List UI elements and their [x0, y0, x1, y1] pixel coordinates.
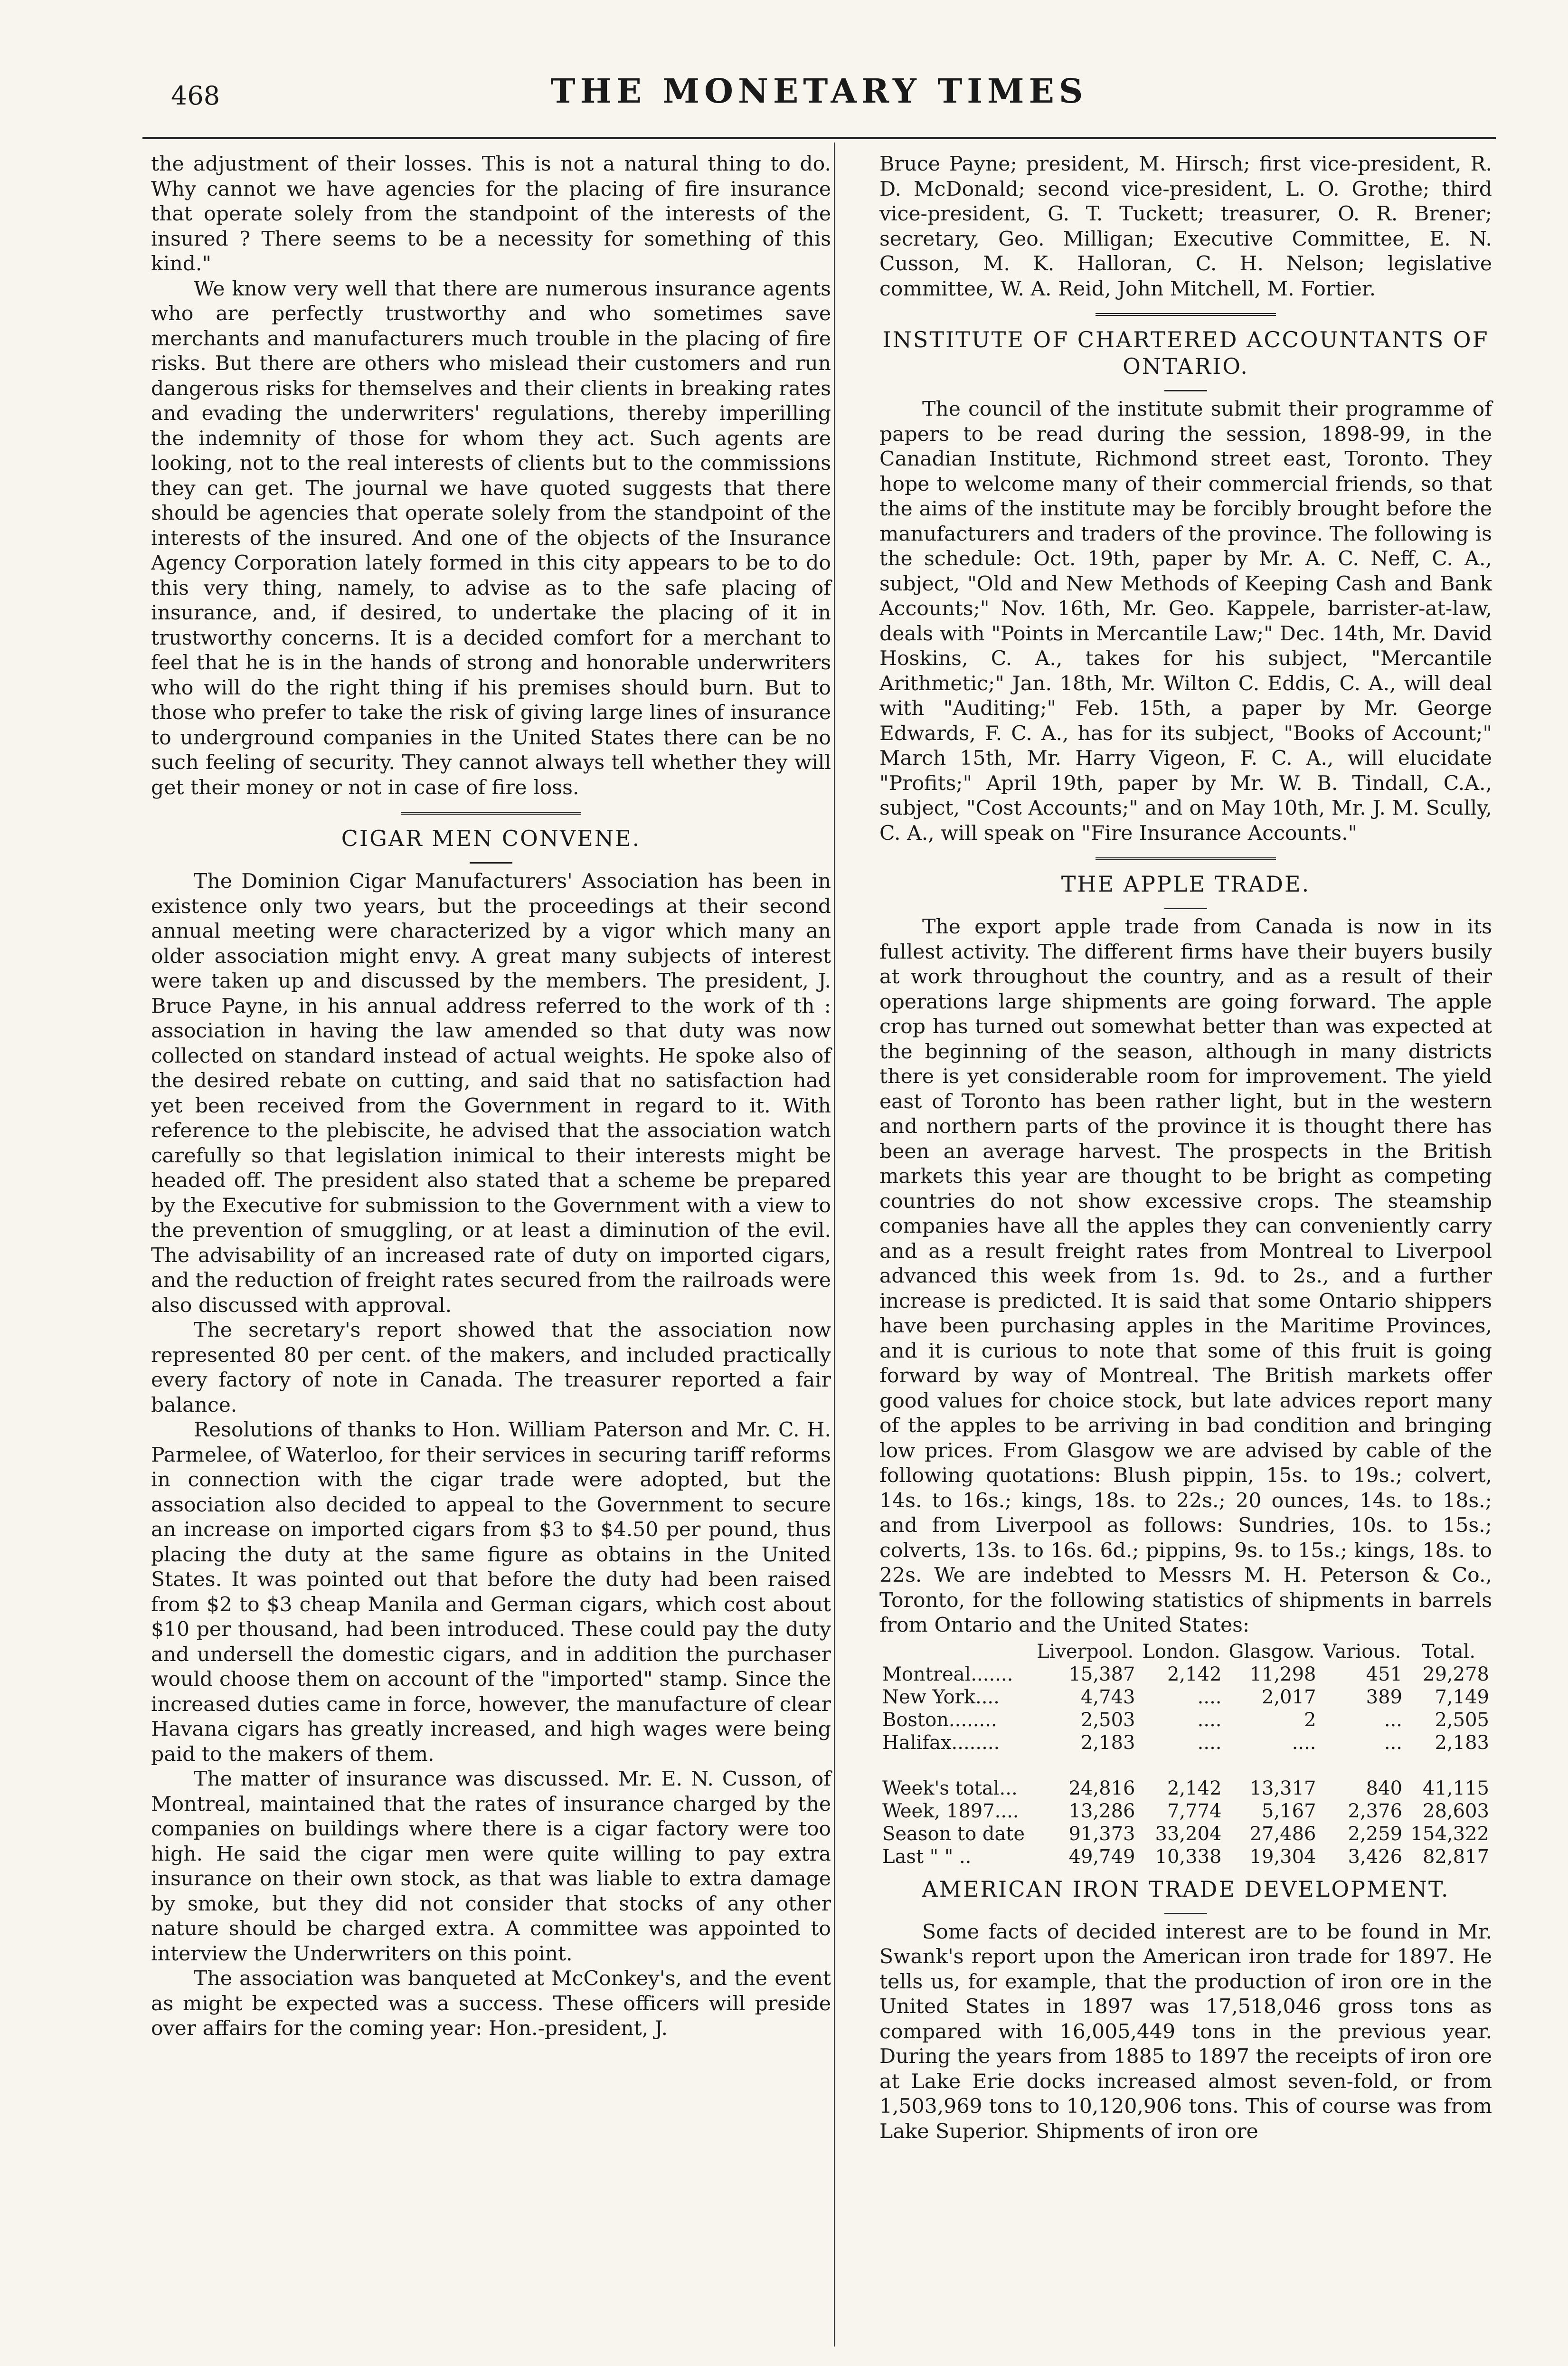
- table-cell: New York....: [882, 1686, 1000, 1708]
- page-number: 468: [171, 81, 220, 111]
- table-cell: Week's total...: [882, 1777, 1018, 1799]
- section-separator: [1096, 313, 1276, 318]
- table-cell: 389: [1366, 1686, 1403, 1708]
- heading-rule: [1164, 1913, 1207, 1914]
- table-cell: ....: [1292, 1731, 1316, 1754]
- table-cell: Week, 1897....: [882, 1800, 1019, 1822]
- table-cell: 33,204: [1155, 1823, 1222, 1845]
- apple-heading: THE APPLE TRADE.: [1061, 871, 1311, 897]
- table-cell: 7,774: [1167, 1800, 1222, 1822]
- table-cell: 5,167: [1262, 1800, 1316, 1822]
- table-cell: Halifax........: [882, 1731, 1000, 1754]
- table-cell: 4,743: [1080, 1686, 1135, 1708]
- table-header: Glasgow.: [1228, 1640, 1315, 1663]
- table-row: [879, 1777, 1492, 1800]
- table-cell: 82,817: [1423, 1845, 1489, 1868]
- table-header: Total.: [1421, 1640, 1476, 1663]
- table-cell: Season to date: [882, 1823, 1025, 1845]
- cigar-paragraph: The secretary's report showed that the association now represented 80 per cent. of the makers, and included practically every factory of note in Canada. The treasurer reported a fair balance.: [151, 1319, 831, 1417]
- institute-heading: INSTITUTE OF CHARTERED ACCOUNTANTS OF ONTARIO.: [882, 327, 1489, 379]
- cigar-paragraph: The association was banqueted at McConkey's, and the event as might be expected was a success. These officers will preside over affairs for the coming year: Hon.-president, J.: [151, 1967, 831, 2040]
- table-cell: 10,338: [1155, 1845, 1222, 1868]
- table-cell: 2,183: [1080, 1731, 1135, 1754]
- table-cell: 154,322: [1410, 1823, 1489, 1845]
- cigar-paragraph: The matter of insurance was discussed. Mr. E. N. Cusson, of Montreal, maintained that the rates of insurance charged by the companies on buildings where there is a cigar factory were too high. He said the cigar men were quite willing to pay extra insurance on their own stock, as that was liable to extra damage by smoke, but they did not consider that stocks of any other nature should be charged extra. A committee was appointed to interview the Underwriters on this point.: [151, 1767, 831, 1966]
- table-cell: 2: [1304, 1709, 1316, 1731]
- intro-paragraph: the adjustment of their losses. This is not a natural thing to do. Why cannot we have agencies for the placing of fire insurance that operate solely from the standpoint of the interests of the insured ? There seems to be a necessity for something of this kind.": [151, 152, 831, 276]
- iron-paragraph: Some facts of decided interest are to be found in Mr. Swank's report upon the American iron trade for 1897. He tells us, for example, that the production of iron ore in the United States in 1897 was 17,518,046 gross tons as compared with 16,005,449 tons in the previous year. During the years from 1885 to 1897 the receipts of iron ore at Lake Erie docks increased almost seven-fold, or from 1,503,969 tons to 10,120,906 tons. This of course was from Lake Superior. Shipments of iron ore: [879, 1920, 1492, 2143]
- table-header: Liverpool.: [1037, 1640, 1134, 1663]
- table-cell: 451: [1366, 1663, 1403, 1685]
- cigar-heading: CIGAR MEN CONVENE.: [341, 826, 641, 851]
- top-rule: [142, 137, 1496, 139]
- table-cell: 2,376: [1348, 1800, 1403, 1822]
- table-cell: 49,749: [1068, 1845, 1135, 1868]
- table-header: [879, 1640, 1032, 1663]
- table-row: [879, 1663, 1492, 1686]
- table-cell: 2,505: [1435, 1709, 1489, 1731]
- table-cell: 19,304: [1249, 1845, 1316, 1868]
- table-row: [879, 1845, 1492, 1868]
- table-cell: ...: [1384, 1731, 1403, 1754]
- table-spacer-row: [879, 1754, 1492, 1777]
- right-column: [879, 152, 1492, 2144]
- table-cell: 2,259: [1348, 1823, 1403, 1845]
- table-cell: ....: [1197, 1686, 1222, 1708]
- table-cell: 2,017: [1262, 1686, 1316, 1708]
- intro-paragraph: We know very well that there are numerous insurance agents who are perfectly trustworthy and who sometimes save merchants and manufacturers much trouble in the placing of fire risks. But there are others who mislead their customers and run dangerous risks for themselves and their clients in breaking rates and evading the underwriters' regulations, thereby imperilling the indemnity of those for whom they act. Such agents are looking, not to the real interests of clients but to the commissions they can get. The journal we have quoted suggests that there should be agencies that operate solely from the standpoint of the interests of the insured. And one of the objects of the Insurance Agency Corporation lately formed in this city appears to be to do this very thing, namely, to advise as to the safe placing of insurance, and, if desired, to undertake the placing of it in trustworthy concerns. It is a decided comfort for a merchant to feel that he is in the hands of strong and honorable underwriters who will do the right thing if his premises should burn. But to those who prefer to take the risk of giving large lines of insurance to underground companies in the United States there can be no such feeling of security. They cannot always tell whether they will get their money or not in case of fire loss.: [151, 277, 831, 799]
- table-row: [879, 1709, 1492, 1731]
- institute-paragraph: The council of the institute submit their programme of papers to be read during the session, 1898-99, in the Canadian Institute, Richmond street east, Toronto. They hope to welcome many of their commercial friends, so that the aims of the institute may be forcibly brought before the manufacturers and traders of the province. The following is the schedule: Oct. 19th, paper by Mr. A. C. Neff, C. A., subject, "Old and New Methods of Keeping Cash and Bank Accounts;" Nov. 16th, Mr. Geo. Kappele, barrister-at-law, deals with "Points in Mercantile Law;" Dec. 14th, Mr. David Hoskins, C. A., takes for his subject, "Mercantile Arithmetic;" Jan. 18th, Mr. Wilton C. Eddis, C. A., will deal with "Auditing;" Feb. 15th, a paper by Mr. George Edwards, F. C. A., has for its subject, "Books of Account;" March 15th, Mr. Harry Vigeon, F. C. A., will elucidate "Profits;" April 19th, paper by Mr. W. B. Tindall, C.A., subject, "Cost Accounts;" and on May 10th, Mr. J. M. Scully, C. A., will speak on "Fire Insurance Accounts.": [879, 398, 1492, 845]
- table-row: [879, 1823, 1492, 1845]
- masthead-title: THE MONETARY TIMES: [550, 71, 1088, 111]
- iron-heading: AMERICAN IRON TRADE DEVELOPMENT.: [922, 1876, 1450, 1902]
- officers-paragraph: Bruce Payne; president, M. Hirsch; first vice-president, R. D. McDonald; second vice-president, L. O. Grothe; third vice-president, G. T. Tuckett; treasurer, O. R. Brener; secretary, Geo. Milligan; Executive Committee, E. N. Cusson, M. K. Halloran, C. H. Nelson; legislative committee, W. A. Reid, John Mitchell, M. Fortier.: [879, 152, 1492, 301]
- table-row: [879, 1731, 1492, 1754]
- table-cell: 41,115: [1423, 1777, 1489, 1799]
- table-cell: 13,286: [1068, 1800, 1135, 1822]
- heading-rule: [470, 862, 512, 864]
- table-cell: 13,317: [1249, 1777, 1316, 1799]
- table-header-row: [879, 1640, 1492, 1663]
- section-separator: [1096, 857, 1276, 862]
- table-cell: 840: [1366, 1777, 1403, 1799]
- table-cell: Last " " ..: [882, 1845, 972, 1868]
- table-cell: 7,149: [1435, 1686, 1489, 1708]
- table-cell: 28,603: [1423, 1800, 1489, 1822]
- table-cell: ...: [1384, 1709, 1403, 1731]
- section-separator: [401, 812, 581, 817]
- table-cell: 27,486: [1249, 1823, 1316, 1845]
- table-cell: 11,298: [1249, 1663, 1316, 1685]
- shipments-table: [879, 1640, 1492, 1868]
- left-column: [151, 152, 831, 2042]
- table-header: London.: [1142, 1640, 1220, 1663]
- column-divider: [834, 143, 835, 2347]
- table-cell: 29,278: [1423, 1663, 1489, 1685]
- table-cell: 2,183: [1435, 1731, 1489, 1754]
- table-cell: ....: [1197, 1709, 1222, 1731]
- table-cell: 24,816: [1068, 1777, 1135, 1799]
- table-header: Various.: [1323, 1640, 1401, 1663]
- table-cell: 15,387: [1068, 1663, 1135, 1685]
- table-row: [879, 1800, 1492, 1823]
- table-cell: 2,503: [1080, 1709, 1135, 1731]
- table-cell: 91,373: [1068, 1823, 1135, 1845]
- table-cell: Montreal.......: [882, 1663, 1013, 1685]
- cigar-paragraph: Resolutions of thanks to Hon. William Paterson and Mr. C. H. Parmelee, of Waterloo, for their services in securing tariff reforms in connection with the cigar trade were adopted, but the association also decided to appeal to the Government to secure an increase on imported cigars from $3 to $4.50 per pound, thus placing the duty at the same figure as obtains in the United States. It was pointed out that before the duty had been raised from $2 to $3 cheap Manila and German cigars, which cost about $10 per thousand, had been introduced. These could pay the duty and undersell the domestic cigars, and in addition the purchaser would choose them on account of the "imported" stamp. Since the increased duties came in force, however, the manufacture of clear Havana cigars has greatly increased, and high wages were being paid to the makers of them.: [151, 1418, 831, 1766]
- table-cell: ....: [1197, 1731, 1222, 1754]
- apple-paragraph: The export apple trade from Canada is now in its fullest activity. The different firms have their buyers busily at work throughout the country, and as a result of their operations large shipments are going forward. The apple crop has turned out somewhat better than was expected at the beginning of the season, although in many districts there is yet considerable room for improvement. The yield east of Toronto has been rather light, but in the western and northern parts of the province it is thought there has been an average harvest. The prospects in the British markets this year are thought to be bright as competing countries do not show excessive crops. The steamship companies have all the apples they can conveniently carry and as a result freight rates from Montreal to Liverpool advanced this week from 1s. 9d. to 2s., and a further increase is predicted. It is said that some Ontario shippers have been purchasing apples in the Maritime Provinces, and it is curious to note that some of this fruit is going forward by way of Montreal. The British markets offer good values for choice stock, but late advices report many of the apples to be arriving in bad condition and bringing low prices. From Glasgow we are advised by cable of the following quotations: Blush pippin, 15s. to 19s.; colvert, 14s. to 16s.; kings, 18s. to 22s.; 20 ounces, 14s. to 18s.; and from Liverpool as follows: Sundries, 10s. to 15s.; colverts, 13s. to 16s. 6d.; pippins, 9s. to 15s.; kings, 18s. to 22s. We are indebted to Messrs M. H. Peterson & Co., Toronto, for the following statistics of shipments in barrels from Ontario and the United States:: [879, 915, 1492, 1637]
- cigar-paragraph: The Dominion Cigar Manufacturers' Association has been in existence only two years, but the proceedings at their second annual meeting were characterized by a vigor which many an older association might envy. A great many subjects of interest were taken up and discussed by the members. The president, J. Bruce Payne, in his annual address referred to the work of th : association in having the law amended so that duty was now collected on standard instead of actual weights. He spoke also of the desired rebate on cutting, and said that no satisfaction had yet been received from the Government in regard to it. With reference to the plebiscite, he advised that the association watch carefully so that legislation inimical to their interests might be headed off. The president also stated that a scheme be prepared by the Executive for submission to the Government with a view to the prevention of smuggling, or at least a diminution of the evil. The advisability of an increased rate of duty on imported cigars, and the reduction of freight rates secured from the railroads were also discussed with approval.: [151, 870, 831, 1317]
- table-cell: Boston........: [882, 1709, 997, 1731]
- table-cell: 2,142: [1167, 1663, 1222, 1685]
- table-row: [879, 1686, 1492, 1709]
- table-cell: 2,142: [1167, 1777, 1222, 1799]
- heading-rule: [1164, 908, 1207, 909]
- heading-rule: [1164, 390, 1207, 391]
- table-cell: 3,426: [1348, 1845, 1403, 1868]
